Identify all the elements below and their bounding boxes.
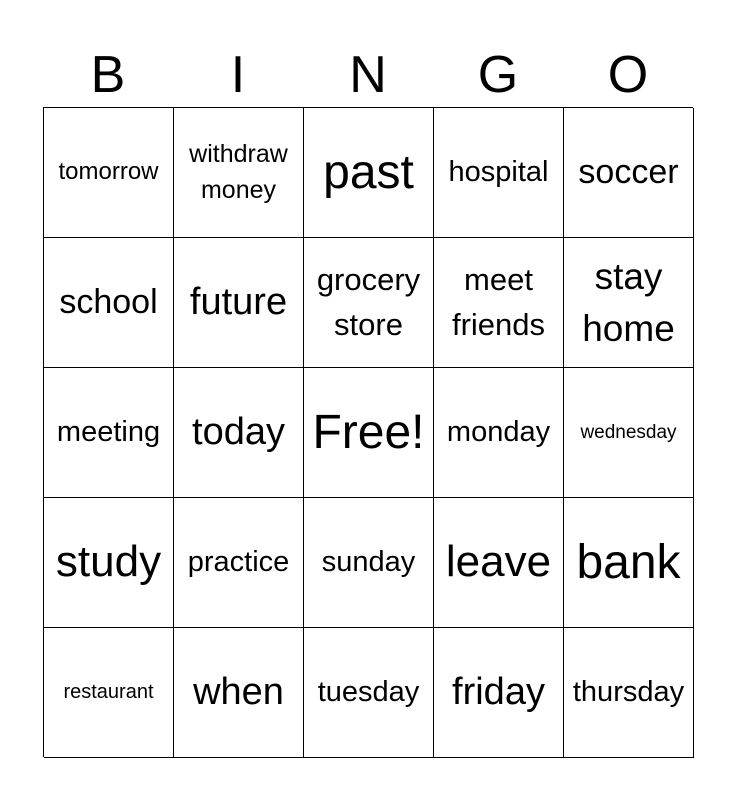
cell-label: tuesday	[317, 675, 420, 708]
header-letter-b: B	[90, 46, 126, 104]
cell-label: friday	[452, 670, 545, 713]
bingo-cell[interactable]	[44, 628, 174, 758]
bingo-cell[interactable]	[304, 108, 434, 238]
cell-label: stay home	[582, 255, 675, 349]
free-space[interactable]	[304, 368, 434, 498]
header-letter-g: G	[477, 46, 519, 104]
cell-label: tomorrow	[58, 158, 159, 186]
bingo-cell[interactable]	[434, 238, 564, 368]
cell-label: meet friends	[451, 262, 546, 342]
cell-label: sunday	[321, 545, 416, 578]
bingo-cell[interactable]	[434, 368, 564, 498]
bingo-cell[interactable]	[44, 498, 174, 628]
cell-label: hospital	[448, 155, 549, 188]
cell-label: Free!	[312, 405, 425, 459]
bingo-cell[interactable]	[564, 368, 694, 498]
bingo-cell[interactable]	[564, 628, 694, 758]
header-letter-n: N	[349, 46, 387, 104]
bingo-cell[interactable]	[174, 628, 304, 758]
bingo-cell[interactable]	[174, 238, 304, 368]
bingo-cell[interactable]	[564, 238, 694, 368]
bingo-cell[interactable]	[304, 238, 434, 368]
cell-label: leave	[445, 537, 552, 587]
bingo-cell[interactable]	[174, 498, 304, 628]
cell-label: meeting	[56, 415, 161, 448]
cell-label: school	[59, 283, 158, 322]
bingo-cell[interactable]	[434, 628, 564, 758]
bingo-board	[43, 107, 693, 757]
bingo-cell[interactable]	[434, 108, 564, 238]
cell-label: withdraw money	[189, 140, 288, 204]
cell-label: future	[189, 280, 288, 323]
bingo-cell[interactable]	[174, 108, 304, 238]
cell-label: when	[193, 670, 284, 713]
cell-label: wednesday	[580, 421, 677, 443]
cell-label: restaurant	[63, 681, 154, 703]
bingo-cell[interactable]	[304, 628, 434, 758]
header-letter-i: I	[230, 46, 246, 104]
cell-label: monday	[446, 415, 551, 448]
cell-label: past	[323, 145, 414, 199]
cell-label: practice	[187, 545, 290, 578]
header-letter-o: O	[607, 46, 649, 104]
bingo-cell[interactable]	[44, 108, 174, 238]
cell-label: soccer	[578, 153, 679, 192]
cell-label: thursday	[572, 675, 685, 708]
bingo-cell[interactable]	[44, 238, 174, 368]
bingo-cell[interactable]	[174, 368, 304, 498]
bingo-cell[interactable]	[304, 498, 434, 628]
bingo-cell[interactable]	[564, 498, 694, 628]
bingo-cell[interactable]	[434, 498, 564, 628]
cell-label: grocery store	[316, 262, 421, 342]
bingo-cell[interactable]	[44, 368, 174, 498]
cell-label: today	[192, 410, 285, 453]
cell-label: study	[55, 537, 162, 587]
cell-label: bank	[576, 535, 681, 589]
bingo-cell[interactable]	[564, 108, 694, 238]
bingo-header	[43, 44, 693, 106]
